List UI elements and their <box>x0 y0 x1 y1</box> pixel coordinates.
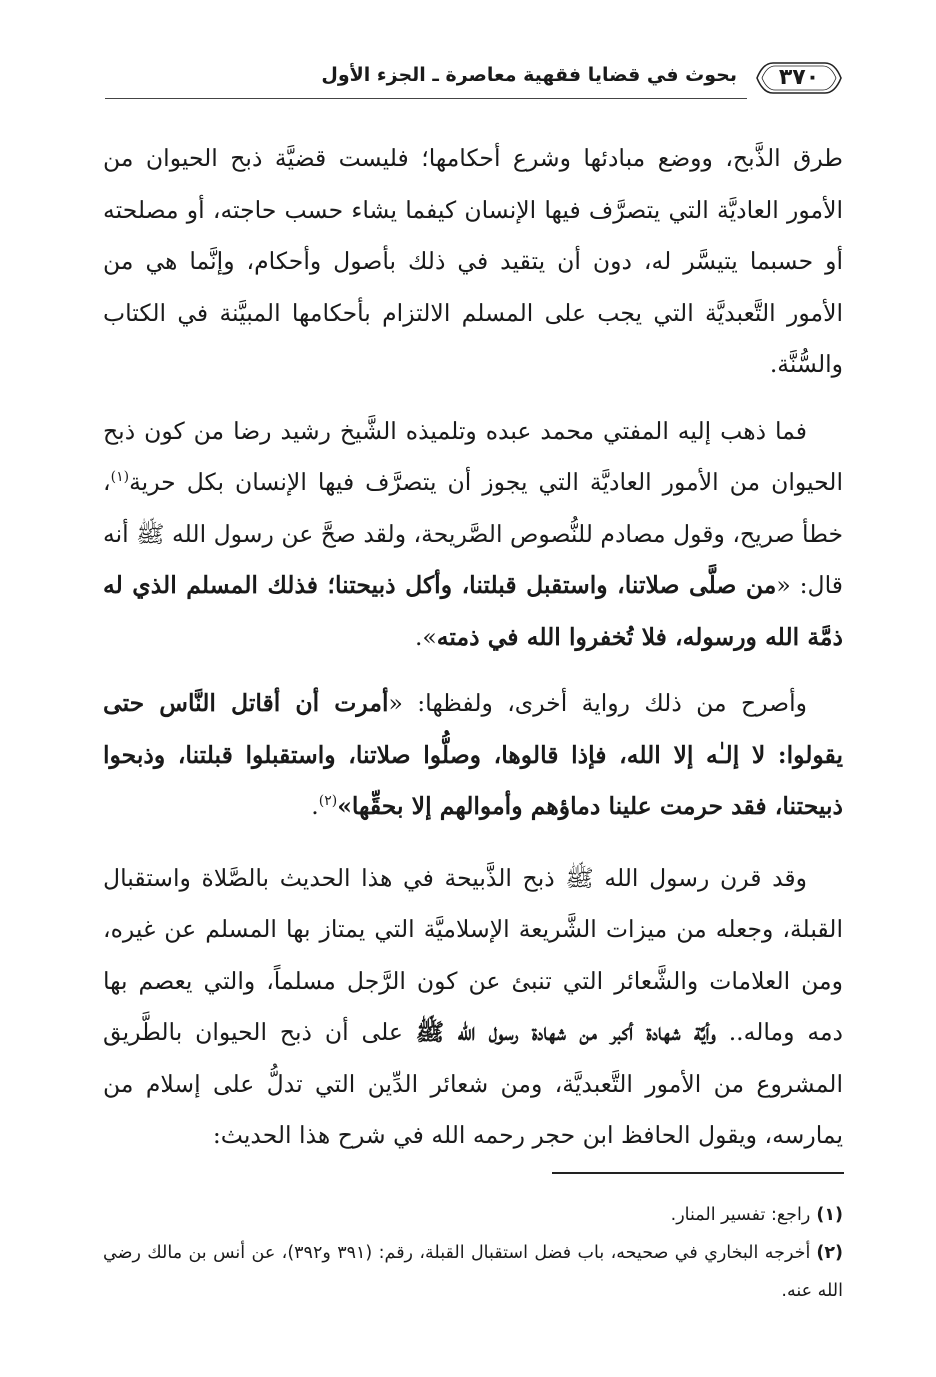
paragraph-4-bold: وأيَّة شهادة أكبر من شهادة رسول الله ﷺ <box>415 1018 716 1046</box>
paragraph-4-rest: على أن ذبح الحيوان بالطَّريق المشروع من الأمور التَّعبديَّة، ومن شعائر الدِّين التي تدلُّ على إسلام من يمارسه، ويقول الحافظ ابن حجر رحمه الله في شرح هذا الحديث: <box>103 1018 843 1149</box>
paragraph-2-intro: فما ذهب إليه المفتي محمد عبده وتلميذه الشَّيخ رشيد رضا من كون ذبح الحيوان من الأمور العاديَّة التي يجوز أن يتصرَّف فيها الإنسان بكل حرية <box>103 416 843 496</box>
quote-close: » <box>337 792 352 820</box>
paragraph-2-end: ». <box>414 622 437 651</box>
hadith-quote-2: أمرت أن أقاتل النَّاس حتى يقولوا: لا إلـٰه إلا الله، فإذا قالوها، وصلُّوا صلاتنا، واستقبلوا قبلتنا، وذبحوا ذبيحتنا، فقد حرمت علينا دماؤهم وأموالهم إلا بحقِّها <box>103 689 843 820</box>
footnote-number: (٢) <box>816 1243 843 1263</box>
running-title: بحوث في قضايا فقهية معاصرة ـ الجزء الأول <box>321 64 737 86</box>
footnote-ref-2: (٢) <box>318 793 338 810</box>
paragraph-3 <box>103 678 843 833</box>
footnote-text: راجع: تفسير المنار. <box>670 1205 811 1225</box>
paragraph-2-middle: ، خطأ صريح، وقول مصادم للنُّصوص الصَّريحة، ولقد صحَّ عن رسول الله ﷺ أنه قال: « <box>103 468 844 599</box>
paragraph-3-end: . <box>311 792 319 820</box>
page-number: ٣٧٠ <box>778 65 820 90</box>
paragraph-4 <box>103 853 843 1162</box>
paragraph-4-intro: وقد قرن رسول الله ﷺ ذبح الذَّبيحة في هذا الحديث بالصَّلاة واستقبال القبلة، وجعله من ميزات الشَّريعة الإسلاميَّة التي يمتاز بها المسلم عن غيره، ومن العلامات والشَّعائر التي تنبئ عن كون الرَّجل مسلماً، والتي يعصم بها دمه وماله.. <box>103 863 843 1046</box>
paragraph-1: طرق الذَّبح، ووضع مبادئها وشرع أحكامها؛ فليست قضيَّة ذبح الحيوان من الأمور العاديَّة التي يتصرَّف فيها الإنسان كيفما يشاء حسب حاجته، أو مصلحته أو حسبما يتيسَّر له، دون أن يتقيد في ذلك بأصول وأحكام، وإنَّما هي من الأمور التَّعبديَّة التي يجب على المسلم الالتزام بأحكامها المبيَّنة في الكتاب والسُّنَّة. <box>103 144 843 378</box>
footnotes <box>103 1196 843 1310</box>
footnote-text: أخرجه البخاري في صحيحه، باب فضل استقبال القبلة، رقم: (٣٩١ و٣٩٢)، عن أنس بن مالك رضي الله عنه. <box>103 1243 843 1301</box>
footnote-divider <box>552 1172 844 1174</box>
footnote-1 <box>103 1196 843 1234</box>
paragraph-2 <box>103 406 843 664</box>
footnote-2 <box>103 1234 843 1310</box>
page-header <box>105 58 843 104</box>
paragraph-3-intro: وأصرح من ذلك رواية أخرى، ولفظها: « <box>388 689 807 717</box>
footnote-ref-1: (١) <box>110 469 130 486</box>
footnote-number: (١) <box>816 1205 843 1225</box>
header-divider <box>105 98 747 99</box>
hadith-quote-1: من صلَّى صلاتنا، واستقبل قبلتنا، وأكل ذبيحتنا؛ فذلك المسلم الذي له ذمَّة الله ورسوله، فلا تُخفروا الله في ذمته <box>103 571 843 651</box>
main-text <box>103 133 843 1162</box>
page-number-frame <box>755 60 843 96</box>
